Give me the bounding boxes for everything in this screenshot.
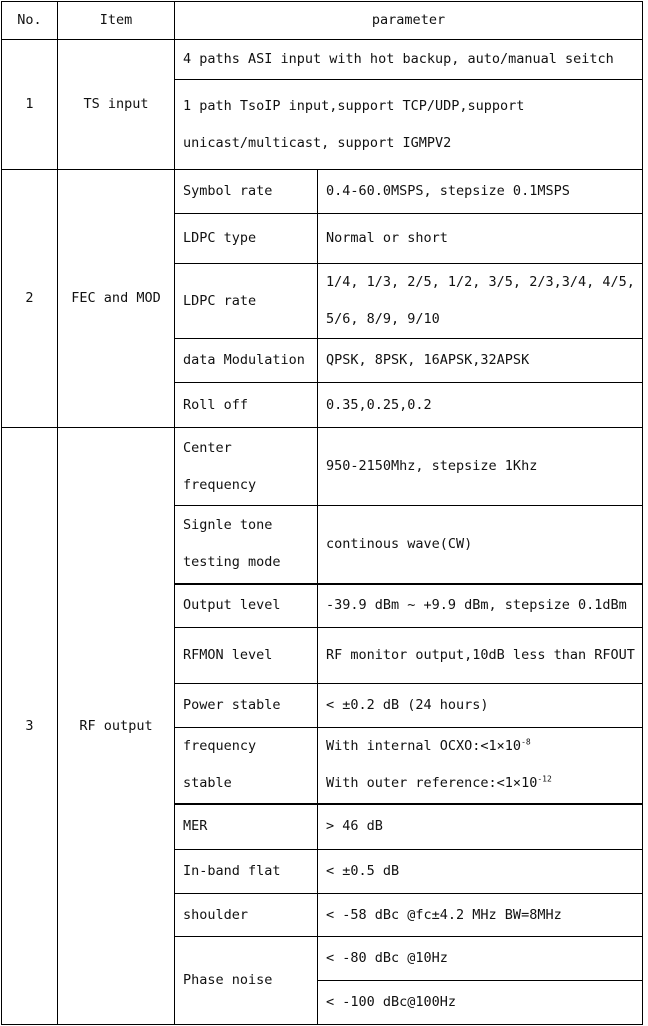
param-label — [175, 428, 318, 506]
value-exponent: -12 — [537, 774, 552, 784]
header-row — [2, 2, 643, 40]
param-value-line — [326, 765, 634, 802]
param-value: < -80 dBc @10Hz — [318, 937, 643, 981]
param-value: < -100 dBc@100Hz — [318, 981, 643, 1025]
param-value: < ±0.5 dB — [318, 850, 643, 894]
value-prefix: With outer reference:<1×10 — [326, 775, 538, 792]
value-exponent: -8 — [521, 737, 531, 747]
param-label: shoulder — [175, 894, 318, 937]
param-value — [318, 728, 643, 804]
parameter-text-line: unicast/multicast, support IGMPV2 — [183, 134, 452, 151]
param-label-line: frequency — [183, 476, 257, 493]
group-item: TS input — [58, 40, 175, 170]
param-value-line: 1/4, 1/3, 2/5, 1/2, 3/5, 2/3,3/4, 4/5, — [326, 274, 635, 290]
group-no: 3 — [2, 428, 58, 1025]
parameter-text: 4 paths ASI input with hot backup, auto/manual seitch — [175, 40, 643, 80]
param-label: Symbol rate — [175, 170, 318, 214]
param-label: Power stable — [175, 684, 318, 728]
table-row — [2, 40, 643, 80]
group-no: 1 — [2, 40, 58, 170]
param-value: > 46 dB — [318, 804, 643, 850]
param-label-line: frequency — [183, 738, 257, 755]
param-label: In-band flat — [175, 850, 318, 894]
param-label — [175, 728, 318, 804]
param-label: LDPC rate — [175, 264, 318, 339]
param-value: continous wave(CW) — [318, 506, 643, 584]
header-parameter: parameter — [175, 2, 643, 40]
param-value: QPSK, 8PSK, 16APSK,32APSK — [318, 339, 643, 383]
param-label: Roll off — [175, 383, 318, 428]
param-value: RF monitor output,10dB less than RFOUT — [318, 628, 643, 684]
spec-table — [1, 1, 643, 1025]
header-item: Item — [58, 2, 175, 40]
param-value: Normal or short — [318, 214, 643, 264]
param-label-line: stable — [183, 775, 232, 792]
param-value: 0.35,0.25,0.2 — [318, 383, 643, 428]
param-label: MER — [175, 804, 318, 850]
group-item: RF output — [58, 428, 175, 1025]
table-row — [2, 170, 643, 214]
param-label — [175, 506, 318, 584]
param-label-line: Signle tone — [183, 517, 273, 534]
param-value: 0.4-60.0MSPS, stepsize 0.1MSPS — [318, 170, 643, 214]
parameter-text-line: 1 path TsoIP input,support TCP/UDP,support — [183, 97, 525, 114]
param-value-line: 5/6, 8/9, 9/10 — [326, 311, 440, 327]
param-value: < ±0.2 dB (24 hours) — [318, 684, 643, 728]
param-label: Output level — [175, 584, 318, 628]
param-value: < -58 dBc @fc±4.2 MHz BW=8MHz — [318, 894, 643, 937]
group-no: 2 — [2, 170, 58, 428]
param-label: RFMON level — [175, 628, 318, 684]
param-label: data Modulation — [175, 339, 318, 383]
header-no: No. — [2, 2, 58, 40]
param-value-line — [326, 728, 634, 765]
value-prefix: With internal OCXO:<1×10 — [326, 738, 522, 755]
parameter-text — [175, 80, 643, 170]
param-label: Phase noise — [175, 937, 318, 1025]
param-value: -39.9 dBm ~ +9.9 dBm, stepsize 0.1dBm — [318, 584, 643, 628]
param-label-line: testing mode — [183, 554, 281, 571]
param-label: LDPC type — [175, 214, 318, 264]
table-row — [2, 428, 643, 506]
param-label-line: Center — [183, 439, 232, 456]
group-item: FEC and MOD — [58, 170, 175, 428]
param-value — [318, 264, 643, 339]
param-value: 950-2150Mhz, stepsize 1Khz — [318, 428, 643, 506]
